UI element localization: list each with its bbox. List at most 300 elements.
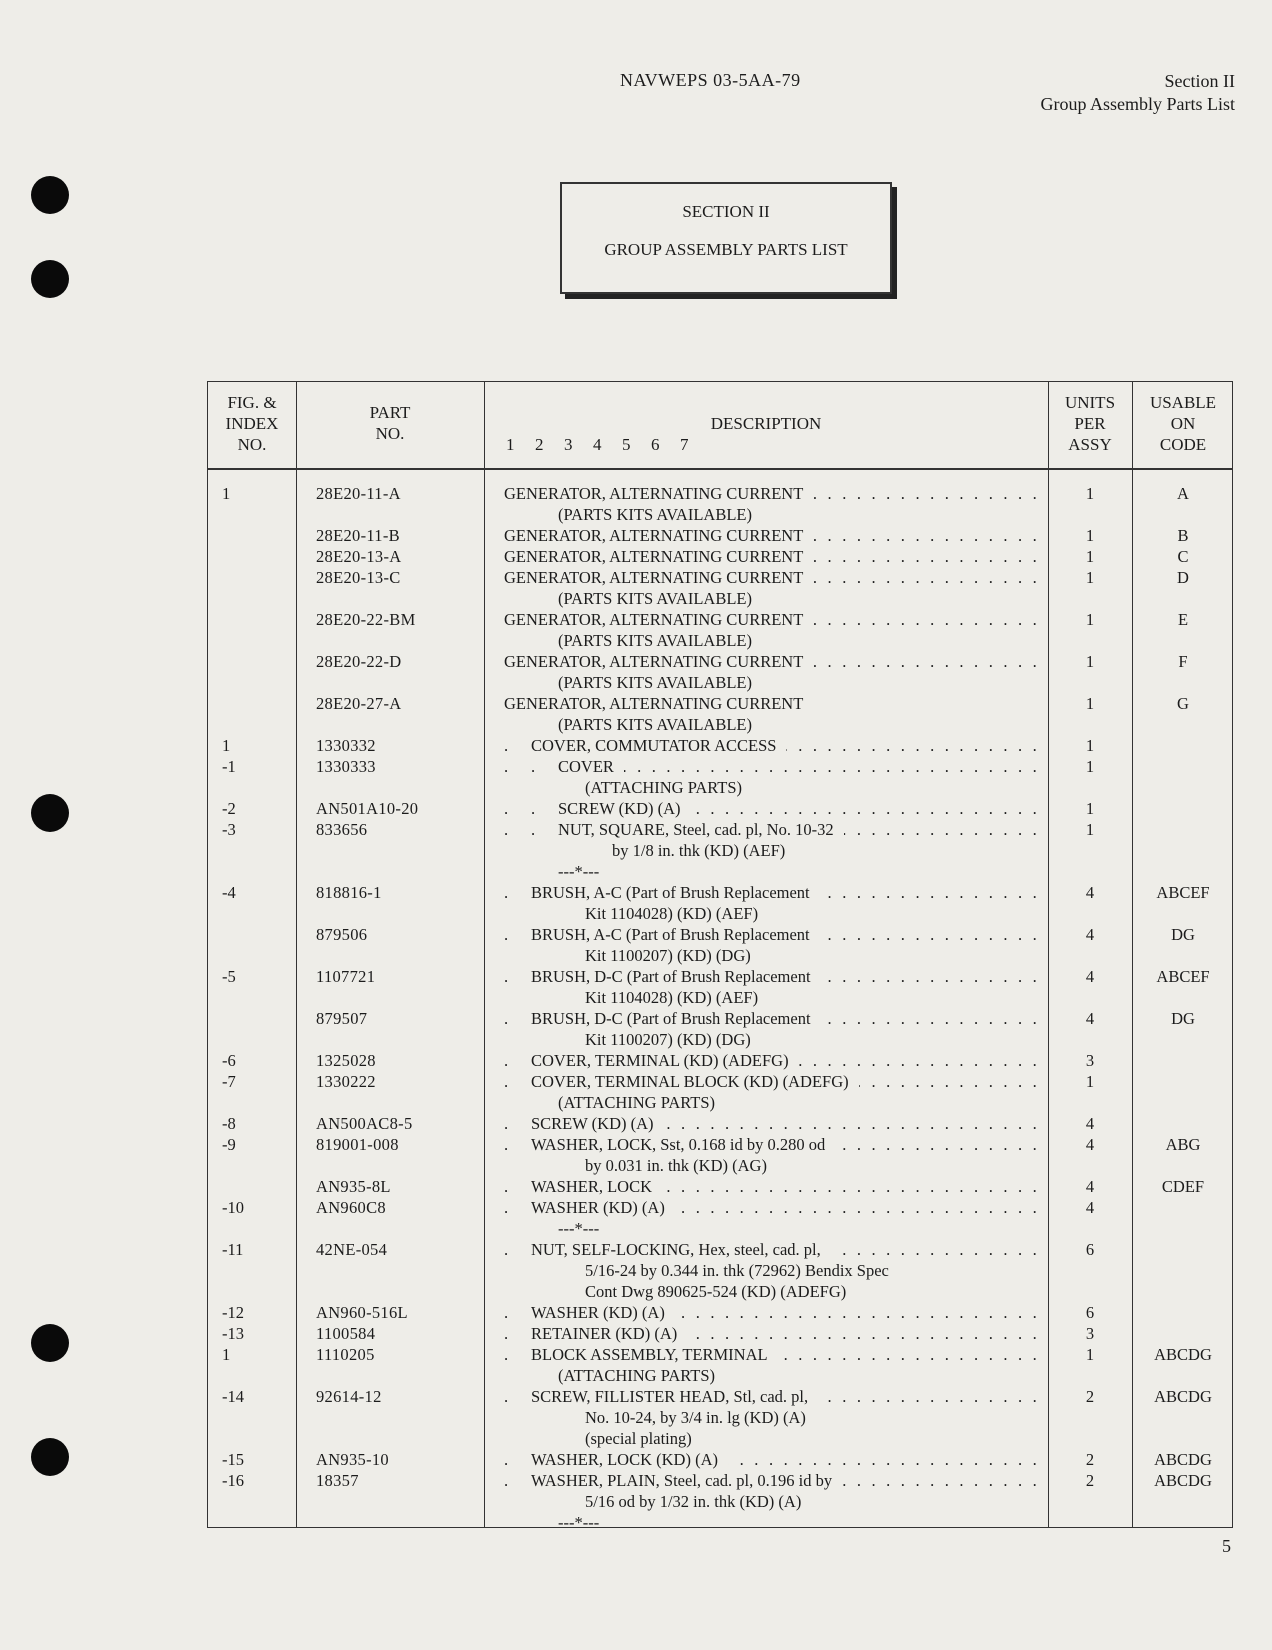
usable-on-code: ABCDG (1154, 1387, 1212, 1406)
units-per-assy: 1 (1085, 799, 1095, 818)
row-line (208, 1323, 1232, 1344)
description (504, 1491, 1040, 1512)
usable-on-code: ABG (1165, 1135, 1201, 1154)
indenture-dot (531, 588, 558, 609)
description-text: COVER, TERMINAL (KD) (ADEFG) (531, 1051, 789, 1070)
table-row (208, 693, 1232, 735)
usable-on-code: DG (1171, 925, 1195, 944)
units-per-assy: 3 (1085, 1324, 1095, 1343)
usable-on-code: F (1178, 652, 1188, 671)
indenture-dot (504, 1281, 531, 1302)
description-text: by 1/8 in. thk (KD) (AEF) (612, 841, 786, 860)
units-per-assy: 1 (1085, 610, 1095, 629)
part-number: 819001-008 (316, 1135, 399, 1154)
indenture-dot: . (504, 799, 509, 818)
description (504, 1407, 1040, 1428)
description-text: WASHER, LOCK (531, 1177, 653, 1196)
fig-index: -2 (222, 799, 236, 818)
row-line (208, 1281, 1232, 1302)
header-part-no (296, 402, 484, 444)
indenture-dot (531, 1407, 558, 1428)
row-line (208, 1176, 1232, 1197)
description-text: Kit 1104028) (KD) (AEF) (585, 904, 759, 923)
units-per-assy: 3 (1085, 1051, 1095, 1070)
part-number: 42NE-054 (316, 1240, 388, 1259)
table-row (208, 882, 1232, 924)
indenture-dot (504, 630, 531, 651)
dot-leader (859, 1071, 1040, 1092)
units-per-assy: 1 (1085, 736, 1095, 755)
fig-index: -15 (222, 1450, 244, 1469)
units-per-assy: 4 (1085, 1114, 1095, 1133)
row-line (208, 672, 1232, 693)
description-text: Kit 1104028) (KD) (AEF) (585, 988, 759, 1007)
indenture-dot: . (504, 1135, 509, 1154)
indenture-dot (531, 1491, 558, 1512)
part-number: AN501A10-20 (316, 799, 419, 818)
units-per-assy: 4 (1085, 1177, 1095, 1196)
running-header (1040, 70, 1235, 116)
fig-index: -12 (222, 1303, 244, 1322)
description (504, 882, 1040, 903)
description-text: SCREW (KD) (A) (558, 799, 681, 818)
description (504, 1155, 1040, 1176)
indenture-dot: . (504, 1177, 509, 1196)
units-per-assy: 1 (1085, 547, 1095, 566)
description (504, 483, 1040, 504)
part-number: 1325028 (316, 1051, 376, 1070)
usable-on-code: DG (1171, 1009, 1195, 1028)
part-number: AN960-516L (316, 1303, 408, 1322)
row-line (208, 903, 1232, 924)
description-text: RETAINER (KD) (A) (531, 1324, 678, 1343)
indenture-dot (504, 840, 531, 861)
description (504, 1302, 1040, 1323)
indenture-dot (504, 1092, 531, 1113)
dot-leader (813, 483, 1040, 504)
indenture-dot (504, 504, 531, 525)
row-line (208, 1302, 1232, 1323)
indenture-dot (531, 1365, 558, 1386)
row-line (208, 987, 1232, 1008)
description-text: 5/16 od by 1/32 in. thk (KD) (A) (585, 1492, 802, 1511)
indenture-dot (531, 840, 558, 861)
dot-leader (821, 1008, 1040, 1029)
indenture-dot (531, 504, 558, 525)
description-text: SCREW (KD) (A) (531, 1114, 654, 1133)
indenture-dot (531, 987, 558, 1008)
table-row (208, 1176, 1232, 1197)
indenture-dot (558, 1281, 585, 1302)
header-text: INDEX (225, 414, 279, 433)
units-per-assy: 4 (1085, 967, 1095, 986)
fig-index: 1 (222, 484, 231, 503)
indenture-dot (504, 588, 531, 609)
indenture-dot (531, 777, 558, 798)
indenture-dot: . (504, 1114, 509, 1133)
description-text: GENERATOR, ALTERNATING CURRENT (504, 547, 804, 566)
binder-hole (31, 1324, 69, 1362)
table-row (208, 1239, 1232, 1302)
page-number: 5 (1222, 1536, 1231, 1556)
table-row (208, 1008, 1232, 1050)
part-number: 28E20-13-A (316, 547, 402, 566)
units-per-assy: 1 (1085, 568, 1095, 587)
indenture-dot: . (504, 1072, 509, 1091)
description (504, 672, 1040, 693)
row-line (208, 588, 1232, 609)
part-number: 879507 (316, 1009, 368, 1028)
description-text: (ATTACHING PARTS) (558, 1366, 716, 1385)
dot-leader (786, 735, 1040, 756)
header-text: NO. (375, 424, 405, 443)
part-number: 1330222 (316, 1072, 376, 1091)
dot-leader (687, 1323, 1040, 1344)
binder-hole (31, 794, 69, 832)
indenture-dot: . (504, 1051, 509, 1070)
description (504, 1344, 1040, 1365)
description-text: COVER, TERMINAL BLOCK (KD) (ADEFG) (531, 1072, 849, 1091)
description-text: (ATTACHING PARTS) (558, 1093, 716, 1112)
description-text: (PARTS KITS AVAILABLE) (558, 505, 752, 524)
header-description (484, 392, 1048, 455)
table-row (208, 567, 1232, 609)
description (504, 840, 1040, 861)
binder-hole (31, 1438, 69, 1476)
dot-leader (778, 1344, 1040, 1365)
units-per-assy: 4 (1085, 1198, 1095, 1217)
units-per-assy: 1 (1085, 652, 1095, 671)
units-per-assy: 2 (1085, 1450, 1095, 1469)
description (504, 1050, 1040, 1071)
dot-leader (835, 1134, 1040, 1155)
description (504, 504, 1040, 525)
indenture-dot (558, 945, 585, 966)
indenture-dot: . (504, 1198, 509, 1217)
indenture-dot (558, 840, 585, 861)
part-number: 818816-1 (316, 883, 382, 902)
part-number: AN500AC8-5 (316, 1114, 413, 1133)
description-text: WASHER (KD) (A) (531, 1198, 665, 1217)
description-text: GENERATOR, ALTERNATING CURRENT (504, 610, 804, 629)
usable-on-code: A (1177, 484, 1189, 503)
units-per-assy: 1 (1085, 694, 1095, 713)
row-line (208, 714, 1232, 735)
indenture-dot: . (504, 1240, 509, 1259)
indenture-dot (531, 1512, 558, 1533)
indenture-dot: . (504, 820, 509, 839)
dot-leader (818, 1386, 1040, 1407)
row-line (208, 1134, 1232, 1155)
fig-index: -14 (222, 1387, 244, 1406)
description (504, 525, 1040, 546)
row-line (208, 1092, 1232, 1113)
table-row (208, 1197, 1232, 1239)
row-line (208, 1365, 1232, 1386)
indenture-dot (504, 777, 531, 798)
row-line (208, 567, 1232, 588)
indenture-dot (558, 1491, 585, 1512)
row-line (208, 1197, 1232, 1218)
part-number: AN935-10 (316, 1450, 389, 1469)
description-text: BRUSH, A-C (Part of Brush Replacement (531, 925, 810, 944)
fig-index: 1 (222, 736, 231, 755)
header-units-per-assy (1048, 392, 1132, 455)
indenture-dot (558, 903, 585, 924)
fig-index: -8 (222, 1114, 236, 1133)
row-line (208, 1491, 1232, 1512)
part-number: 28E20-22-D (316, 652, 402, 671)
indenture-dot (531, 630, 558, 651)
dot-leader (842, 1470, 1040, 1491)
indenture-dot (558, 1155, 585, 1176)
description-text: SCREW, FILLISTER HEAD, Stl, cad. pl, (531, 1387, 809, 1406)
usable-on-code: C (1177, 547, 1189, 566)
usable-on-code: E (1177, 610, 1189, 629)
description-text: COVER, COMMUTATOR ACCESS (531, 736, 777, 755)
description-text: NUT, SELF-LOCKING, Hex, steel, cad. pl, (531, 1240, 821, 1259)
description (504, 945, 1040, 966)
description (504, 1428, 1040, 1449)
indenture-dot (531, 672, 558, 693)
description-text: (PARTS KITS AVAILABLE) (558, 631, 752, 650)
description-text: Kit 1100207) (KD) (DG) (585, 1030, 751, 1049)
row-line (208, 924, 1232, 945)
description-text: (PARTS KITS AVAILABLE) (558, 589, 752, 608)
indenture-dot (504, 1029, 531, 1050)
fig-index: 1 (222, 1345, 231, 1364)
indenture-dot: . (531, 757, 536, 776)
indenture-dot (504, 1491, 531, 1512)
table-row (208, 1386, 1232, 1449)
indenture-dot (504, 1407, 531, 1428)
header-divider (208, 468, 1232, 470)
dot-leader (675, 1197, 1040, 1218)
description-text: by 0.031 in. thk (KD) (AG) (585, 1156, 767, 1175)
part-number: 1107721 (316, 967, 376, 986)
usable-on-code: ABCDG (1154, 1471, 1212, 1490)
description (504, 1218, 1040, 1239)
fig-index: -16 (222, 1471, 244, 1490)
document-number: NAVWEPS 03-5AA-79 (620, 70, 801, 90)
row-line (208, 735, 1232, 756)
indenture-dot (531, 714, 558, 735)
description-text: (ATTACHING PARTS) (585, 778, 743, 797)
description-text: ---*--- (558, 862, 600, 881)
indenture-dot: . (504, 1324, 509, 1343)
indenture-dot (504, 903, 531, 924)
indenture-dot: . (504, 925, 509, 944)
part-number: 1330332 (316, 736, 376, 755)
description (504, 1071, 1040, 1092)
section-heading: SECTION II (682, 202, 770, 221)
header-fig-index (208, 392, 296, 455)
description-text: Kit 1100207) (KD) (DG) (585, 946, 751, 965)
indenture-dot (558, 1407, 585, 1428)
row-line (208, 819, 1232, 840)
units-per-assy: 2 (1085, 1387, 1095, 1406)
description (504, 777, 1040, 798)
row-line (208, 1344, 1232, 1365)
description (504, 1113, 1040, 1134)
indenture-dot (504, 987, 531, 1008)
binder-hole (31, 260, 69, 298)
table-row (208, 1470, 1232, 1533)
header-text: ON (1170, 414, 1196, 433)
row-line (208, 1071, 1232, 1092)
table-row (208, 609, 1232, 651)
description (504, 630, 1040, 651)
dot-leader (624, 756, 1040, 777)
description-text: BLOCK ASSEMBLY, TERMINAL (531, 1345, 768, 1364)
part-number: 28E20-22-BM (316, 610, 416, 629)
indenture-dot (558, 1260, 585, 1281)
fig-index: -6 (222, 1051, 236, 1070)
dot-leader (813, 567, 1040, 588)
table-row (208, 819, 1232, 882)
row-line (208, 882, 1232, 903)
description (504, 1386, 1040, 1407)
description (504, 1134, 1040, 1155)
description (504, 903, 1040, 924)
dot-leader (675, 1302, 1040, 1323)
indenture-dot: . (504, 1450, 509, 1469)
fig-index: -9 (222, 1135, 236, 1154)
units-per-assy: 1 (1085, 484, 1095, 503)
part-number: 28E20-13-C (316, 568, 401, 587)
description-text: ---*--- (558, 1219, 600, 1238)
description-text: GENERATOR, ALTERNATING CURRENT (504, 484, 804, 503)
indenture-dot (531, 1428, 558, 1449)
description-text: ---*--- (558, 1513, 600, 1532)
dot-leader (813, 609, 1040, 630)
indenture-dot (585, 840, 612, 861)
row-line (208, 798, 1232, 819)
indenture-dot (531, 861, 558, 882)
fig-index: -7 (222, 1072, 236, 1091)
header-text: FIG. & (227, 393, 277, 412)
row-line (208, 840, 1232, 861)
indenture-dot: . (504, 1471, 509, 1490)
part-number: 28E20-11-A (316, 484, 401, 503)
description (504, 1512, 1040, 1533)
dot-leader (831, 1239, 1040, 1260)
parts-list-table (207, 381, 1233, 1532)
indenture-dot (504, 1260, 531, 1281)
description (504, 714, 1040, 735)
part-number: AN960C8 (316, 1198, 386, 1217)
fig-index: -1 (222, 757, 236, 776)
dot-leader (728, 1449, 1040, 1470)
table-row (208, 483, 1232, 525)
row-line (208, 693, 1232, 714)
dot-leader (821, 966, 1040, 987)
part-number: 28E20-11-B (316, 526, 400, 545)
row-line (208, 1008, 1232, 1029)
table-row (208, 1302, 1232, 1323)
table-row (208, 1449, 1232, 1470)
row-line (208, 525, 1232, 546)
indenture-dot: . (504, 883, 509, 902)
table-row (208, 1050, 1232, 1071)
description (504, 756, 1040, 777)
row-line (208, 630, 1232, 651)
section-title-box (560, 182, 892, 294)
row-line (208, 945, 1232, 966)
part-number: 1330333 (316, 757, 376, 776)
row-line (208, 1386, 1232, 1407)
indenture-dot (531, 1281, 558, 1302)
description (504, 1197, 1040, 1218)
units-per-assy: 2 (1085, 1471, 1095, 1490)
header-text: NO. (237, 435, 267, 454)
units-per-assy: 1 (1085, 526, 1095, 545)
indenture-dot (531, 1218, 558, 1239)
part-number: AN935-8L (316, 1177, 391, 1196)
description-text: (PARTS KITS AVAILABLE) (558, 673, 752, 692)
row-line (208, 1512, 1232, 1533)
description-text: GENERATOR, ALTERNATING CURRENT (504, 526, 804, 545)
description (504, 798, 1040, 819)
table-row (208, 1323, 1232, 1344)
table-row (208, 1071, 1232, 1113)
dot-leader (691, 798, 1040, 819)
header-text: UNITS (1064, 393, 1116, 412)
row-line (208, 483, 1232, 504)
part-number: 18357 (316, 1471, 359, 1490)
row-line (208, 1407, 1232, 1428)
indenture-dot (504, 1512, 531, 1533)
dot-leader (799, 1050, 1040, 1071)
header-text: DESCRIPTION (710, 414, 822, 433)
part-number: 879506 (316, 925, 368, 944)
table-row (208, 798, 1232, 819)
row-line (208, 777, 1232, 798)
indenture-dot (531, 1092, 558, 1113)
indenture-dot (504, 945, 531, 966)
indenture-dot (531, 945, 558, 966)
usable-on-code: B (1177, 526, 1189, 545)
table-row (208, 756, 1232, 798)
dot-leader (664, 1113, 1040, 1134)
indenture-dot (504, 1428, 531, 1449)
description (504, 588, 1040, 609)
indenture-dot (531, 1260, 558, 1281)
dot-leader (813, 546, 1040, 567)
indenture-dot (504, 1218, 531, 1239)
row-line (208, 1449, 1232, 1470)
part-number: 1110205 (316, 1345, 375, 1364)
description-text: (PARTS KITS AVAILABLE) (558, 715, 752, 734)
part-number: 28E20-27-A (316, 694, 402, 713)
description (504, 735, 1040, 756)
header-text: USABLE (1149, 393, 1217, 412)
usable-on-code: ABCEF (1156, 967, 1210, 986)
indenture-dot (531, 1029, 558, 1050)
description (504, 1092, 1040, 1113)
description (504, 966, 1040, 987)
description-text: Cont Dwg 890625-524 (KD) (ADEFG) (585, 1282, 847, 1301)
table-row (208, 924, 1232, 966)
indenture-dot (504, 1155, 531, 1176)
indenture-dot (558, 777, 585, 798)
fig-index: -5 (222, 967, 236, 986)
usable-on-code: ABCDG (1154, 1345, 1212, 1364)
table-row (208, 651, 1232, 693)
row-line (208, 1218, 1232, 1239)
indenture-dot: . (504, 967, 509, 986)
row-line (208, 966, 1232, 987)
